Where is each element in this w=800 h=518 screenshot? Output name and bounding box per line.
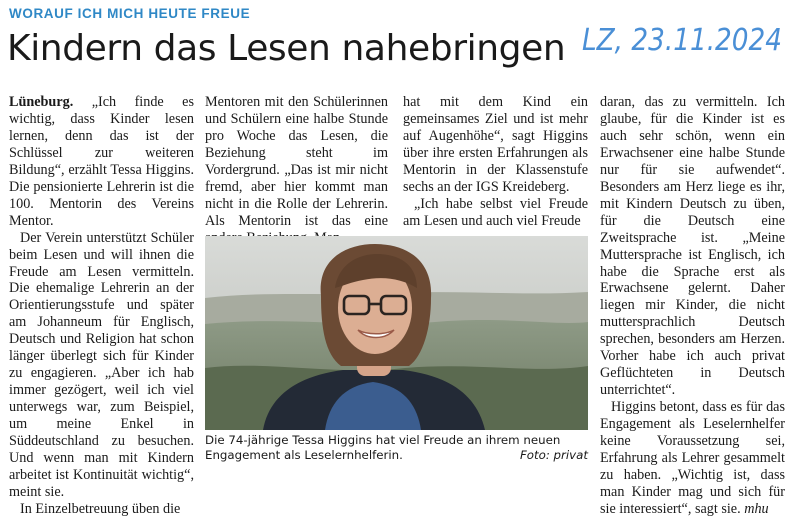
caption-text: Die 74-jährige Tessa Higgins hat viel Freude an ihrem neuen Engagement als Leselernhelferin.: [205, 433, 561, 462]
article-text: „Ich finde es wichtig, dass Kinder lesen lernen, denn das ist der Schlüssel zur weiteren Bildung“, erzählt Tessa Higgins. Die pensionierte Lehrerin ist die 100. Mentorin des Vereins Mentor.: [9, 94, 194, 229]
article-paragraph: [9, 94, 194, 230]
article-column-4: [600, 94, 785, 518]
photo-credit: Foto: privat: [519, 448, 588, 462]
article-paragraph: Der Verein unterstützt Schüler beim Lesen und will ihnen die Freude am Lesen vermitteln. Die ehemalige Lehrerin an der Orientierungsstufe und später am Johanneum für Englisch, Deutsch und Religion hat schon länger überlegt sich für Kinder zu engagieren. „Aber ich hab immer gezögert, weil ich viel unterwegs war, zum Beispiel, um meine Enkel in Süddeutschland zu besuchen. Und wenn man mit Kindern arbeitet ist Kontinuität wichtig“, meint sie.: [9, 229, 194, 500]
article-paragraph: [600, 399, 785, 518]
handwritten-date-note: [578, 14, 788, 60]
article-column-1: [9, 94, 194, 518]
portrait-image: [205, 236, 588, 430]
article-paragraph: hat mit dem Kind ein gemeinsames Ziel und ist mehr auf Augenhöhe“, sagt Higgins über ihre ersten Erfahrungen als Mentorin in der Klassenstufe sechs an der IGS Kreideberg.: [403, 94, 588, 195]
author-signature: mhu: [744, 500, 769, 517]
dateline: Lüneburg.: [9, 94, 74, 110]
article-column-2: [205, 94, 388, 247]
article-paragraph: Mentoren mit den Schülerinnen und Schülern eine halbe Stunde pro Woche das Lesen, die Beziehung steht im Vordergrund. „Das ist mir nicht fremd, aber hier kommt man nicht in die Rolle der Lehrerin. Als Mentorin ist das eine: [205, 94, 388, 229]
kicker: WORAUF ICH MICH HEUTE FREUE: [9, 6, 251, 21]
article-photo: [205, 236, 588, 430]
handwritten-date-text: LZ, 23.11.2024: [582, 23, 782, 58]
photo-caption: [205, 433, 588, 463]
article-paragraph: In Einzelbetreuung üben die: [20, 500, 181, 517]
article-column-3: [403, 94, 588, 230]
article-text: Higgins betont, dass es für das Engagement als Leselernhelfer keine Voraussetzung sei, Erfahrung als Lehrer gesammelt zu haben. „Wichtig ist, dass man Kinder mag und sich für sie interessiert“, sagt sie.: [600, 399, 785, 517]
article-paragraph: „Ich habe selbst viel Freude am Lesen und auch viel Freude: [403, 195, 588, 229]
headline: Kindern das Lesen nahebringen: [7, 28, 566, 69]
article-paragraph: daran, das zu vermitteln. Ich glaube, für die Kinder ist es auch sehr schön, wenn ein Erwachsener eine halbe Stunde nur für sie aufwendet“. Besonders am Herz liege es ihr, mit Kindern Deutsch zu üben, für die Deutsch eine Zweitsprache ist. „Meine Muttersprache ist Englisch, ich habe die Sprache erst als Erwachsene gelernt. Daher liegen mir Kinder, die nicht muttersprachlich Deutsch sprechen, besonders am Herzen. Vorher habe ich auch privat Geflüchteten in Deutsch unterrichtet“.: [600, 94, 785, 399]
